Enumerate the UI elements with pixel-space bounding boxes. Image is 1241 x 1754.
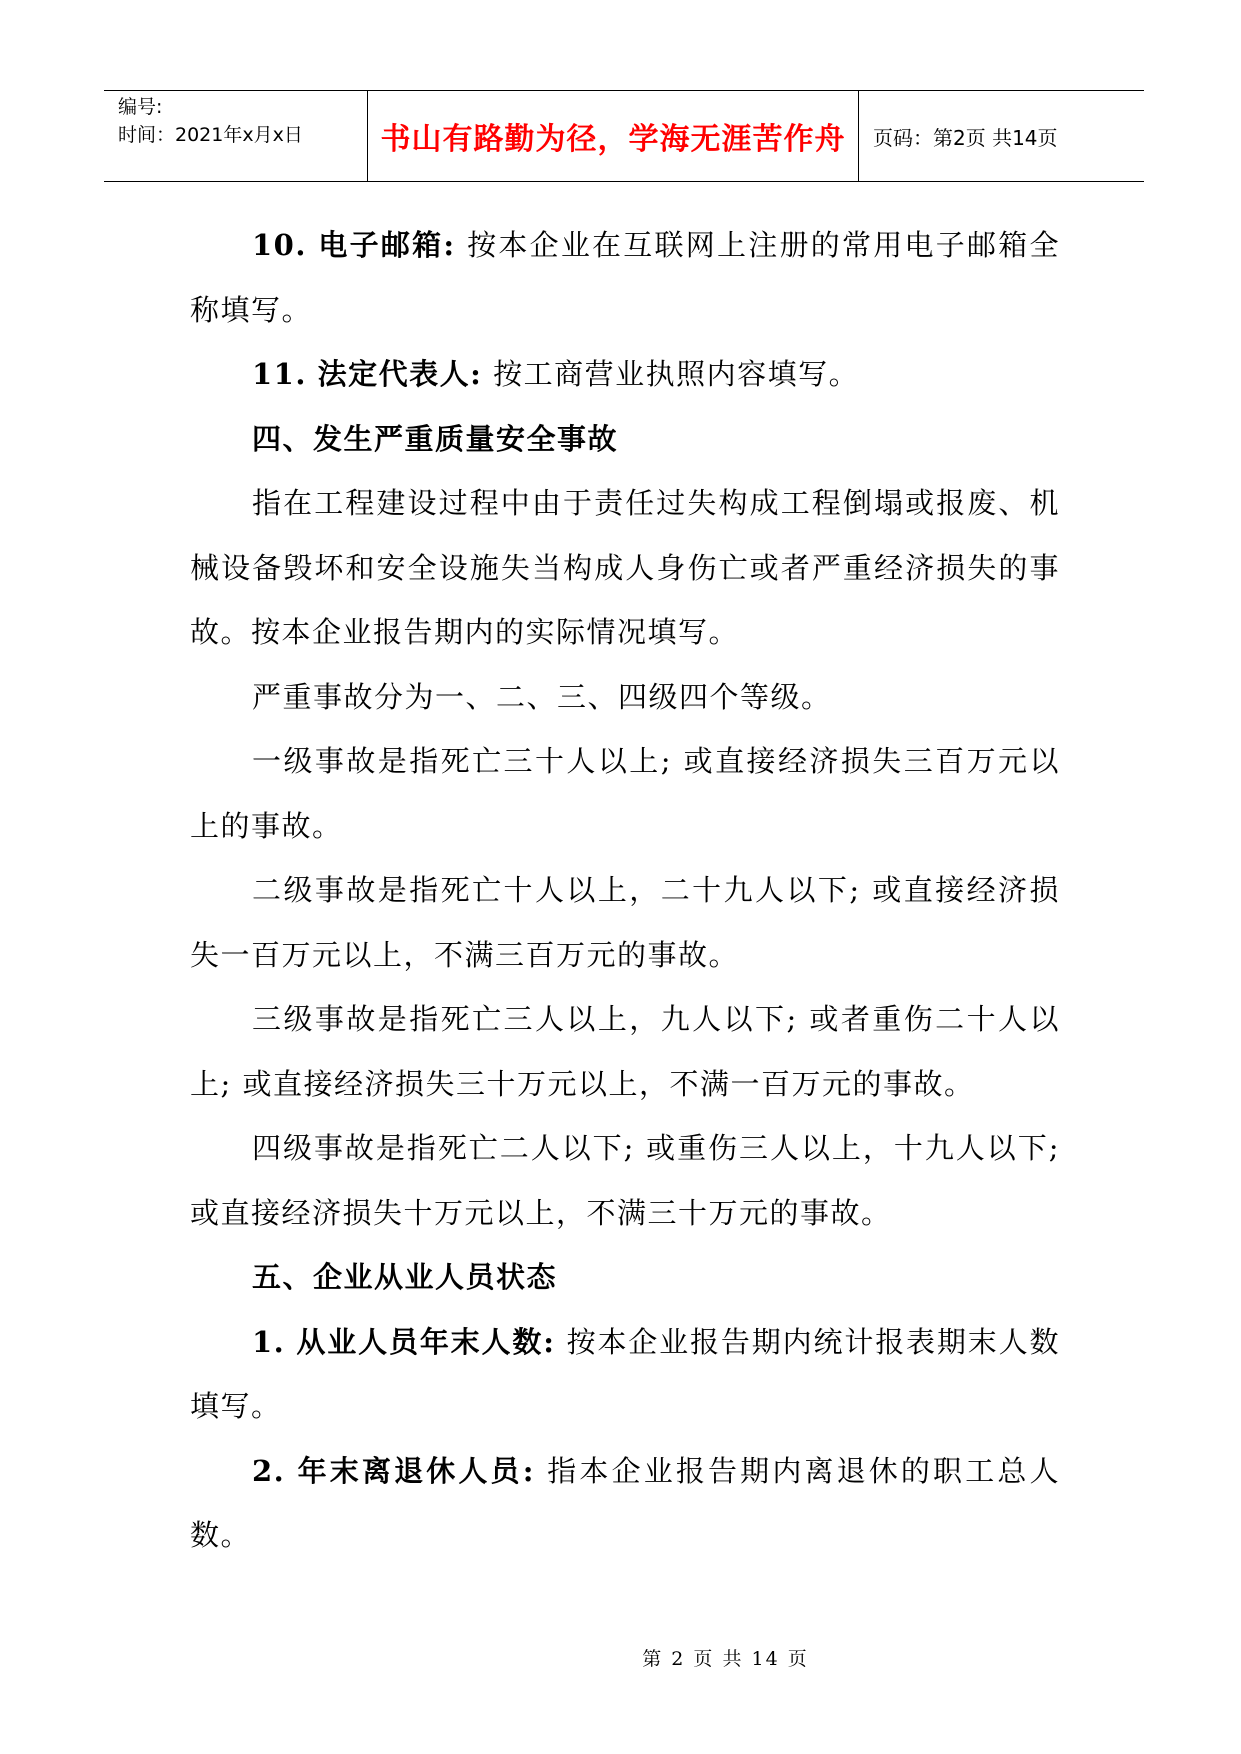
item-term: 从业人员年末人数: bbox=[296, 1324, 556, 1359]
paragraph-item-10 bbox=[190, 213, 1060, 342]
header-motto-cell bbox=[368, 91, 859, 181]
paragraph: 严重事故分为一、二、三、四级四个等级。 bbox=[252, 679, 832, 714]
document-header bbox=[104, 90, 1144, 182]
item-text: 按本企业在互联网上注册的常用电子邮箱全称填写。 bbox=[190, 228, 1060, 327]
serial-number-label: 编号: bbox=[118, 96, 163, 118]
item-term: 年末离退休人员: bbox=[297, 1453, 535, 1488]
date-label: 时间：2021年x月x日 bbox=[118, 124, 303, 146]
paragraph: 一级事故是指死亡三十人以上; 或直接经济损失三百万元以上的事故。 bbox=[190, 744, 1060, 843]
item-number: 1. bbox=[252, 1324, 286, 1359]
item-term: 法定代表人: bbox=[317, 357, 483, 391]
paragraph-item-2 bbox=[190, 1439, 1060, 1568]
paragraph: 指在工程建设过程中由于责任过失构成工程倒塌或报废、机械设备毁坏和安全设施失当构成人身伤亡或者严重经济损失的事故。按本企业报告期内的实际情况填写。 bbox=[190, 486, 1060, 649]
paragraph: 四级事故是指死亡二人以下; 或重伤三人以上，十九人以下; 或直接经济损失十万元以上，不满三十万元的事故。 bbox=[190, 1131, 1060, 1230]
paragraph: 三级事故是指死亡三人以上，九人以下; 或者重伤二十人以上; 或直接经济损失三十万元以上，不满一百万元的事故。 bbox=[190, 1002, 1060, 1101]
header-page-cell bbox=[859, 91, 1144, 181]
section-heading: 四、发生严重质量安全事故 bbox=[252, 421, 619, 456]
item-number: 11. bbox=[252, 357, 307, 391]
paragraph: 二级事故是指死亡十人以上，二十九人以下; 或直接经济损失一百万元以上，不满三百万元的事故。 bbox=[190, 873, 1060, 972]
section-heading: 五、企业从业人员状态 bbox=[252, 1260, 558, 1294]
page-footer: 第 2 页 共 14 页 bbox=[642, 1648, 809, 1670]
item-text: 按本企业报告期内统计报表期末人数填写。 bbox=[190, 1324, 1061, 1423]
item-term: 电子邮箱: bbox=[318, 228, 456, 262]
paragraph-item-11 bbox=[190, 342, 1060, 407]
header-meta-cell bbox=[104, 91, 368, 181]
document-body bbox=[190, 213, 1060, 1568]
item-number: 2. bbox=[252, 1453, 286, 1488]
page-number-label: 页码：第2页 共14页 bbox=[873, 125, 1058, 150]
motto-text: 书山有路勤为径，学海无涯苦作舟 bbox=[380, 122, 846, 157]
paragraph-item-1 bbox=[190, 1310, 1060, 1439]
item-number: 10. bbox=[252, 228, 307, 262]
item-text: 指本企业报告期内离退休的职工总人数。 bbox=[190, 1453, 1060, 1552]
item-text: 按工商营业执照内容填写。 bbox=[493, 357, 860, 391]
